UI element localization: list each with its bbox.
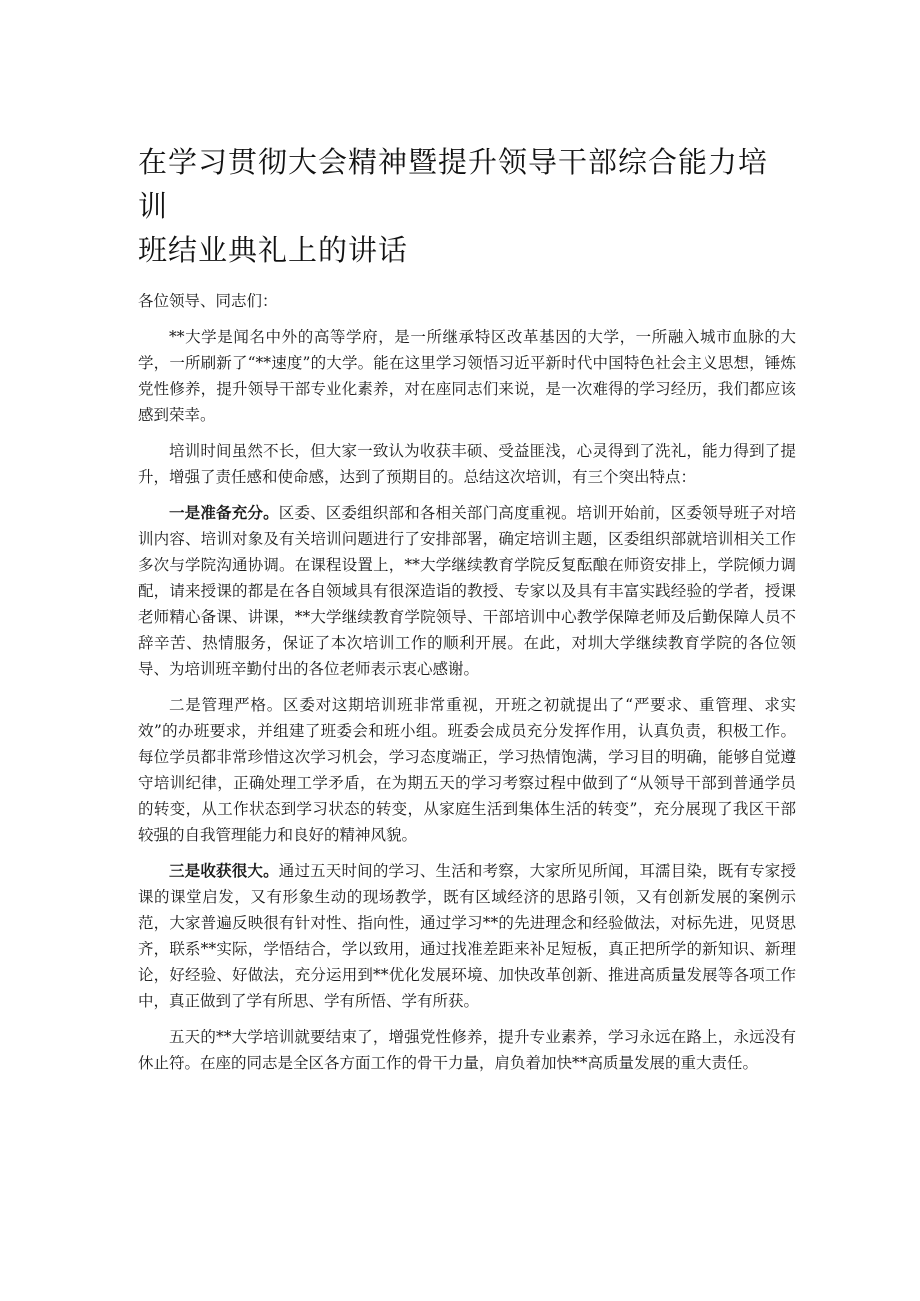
paragraph-summary (138, 438, 796, 490)
paragraph-lead-heading: 一是准备充分。 (169, 503, 279, 522)
document-page (138, 140, 796, 1086)
document-title-line-2: 班结业典礼上的讲话 (138, 233, 409, 267)
paragraph-text: 二是管理严格。区委对这期培训班非常重视，开班之初就提出了“严要求、重管理、求实效”的办班要求，并组建了班委会和班小组。班委会成员充分发挥作用，认真负责，积极工作。每位学员都非常珍惜这次学习机会，学习态度端正，学习热情饱满，学习目的明确，能够自觉遵守培训纪律，正确处理工学矛盾，在为期五天的学习考察过程中做到了“从领导干部到普通学员的转变，从工作状态到学习状态的转变，从家庭生活到集体生活的转变”，充分展现了我区干部较强的自我管理能力和良好的精神风貌。 (138, 696, 796, 844)
paragraph-text: 通过五天时间的学习、生活和考察，大家所见所闻，耳濡目染，既有专家授课的课堂启发，又有形象生动的现场教学，既有区域经济的思路引领，又有创新发展的案例示范，大家普遍反映很有针对性、指向性，通过学习**的先进理念和经验做法，对标先进，见贤思齐，联系**实际，学悟结合，学以致用，通过找准差距来补足短板，真正把所学的新知识、新理论，好经验、好做法，充分运用到**优化发展环境、加快改革创新、推进高质量发展等各项工作中，真正做到了学有所思、学有所悟、学有所获。 (138, 862, 796, 1010)
paragraph-text: 五天的**大学培训就要结束了，增强党性修养，提升专业素养，学习永远在路上，永远没有休止符。在座的同志是全区各方面工作的骨干力量，肩负着加快**高质量发展的重大责任。 (138, 1028, 796, 1072)
paragraph-lead-heading: 三是收获很大。 (169, 861, 279, 880)
paragraph-point-management (138, 692, 796, 848)
document-title (138, 140, 796, 272)
paragraph-text: **大学是闻名中外的高等学府，是一所继承特区改革基因的大学，一所融入城市血脉的大学，一所刷新了“**速度”的大学。能在这里学习领悟习近平新时代中国特色社会主义思想，锤炼党性修养，提升领导干部专业化素养，对在座同志们来说，是一次难得的学习经历，我们都应该感到荣幸。 (138, 328, 796, 424)
paragraph-text: 区委、区委组织部和各相关部门高度重视。培训开始前，区委领导班子对培训内容、培训对象及有关培训问题进行了安排部署，确定培训主题，区委组织部就培训相关工作多次与学院沟通协调。在课程设置上，**大学继续教育学院反复酝酿在师资安排上，学院倾力调配，请来授课的都是在各自领域具有很深造诣的教授、专家以及具有丰富实践经验的学者，授课老师精心备课、讲课，**大学继续教育学院领导、干部培训中心教学保障老师及后勤保障人员不辞辛苦、热情服务，保证了本次培训工作的顺利开展。在此，对圳大学继续教育学院的各位领导、为培训班辛勤付出的各位老师表示衷心感谢。 (138, 504, 796, 678)
paragraph-closing (138, 1024, 796, 1076)
salutation: 各位领导、同志们： (138, 292, 278, 310)
paragraph-intro (138, 324, 796, 428)
paragraph-point-preparation (138, 500, 796, 682)
paragraph-point-gains (138, 858, 796, 1014)
document-title-line-1: 在学习贯彻大会精神暨提升领导干部综合能力培训 (138, 145, 769, 223)
paragraph-text: 培训时间虽然不长，但大家一致认为收获丰硕、受益匪浅，心灵得到了洗礼，能力得到了提升，增强了责任感和使命感，达到了预期目的。总结这次培训，有三个突出特点： (138, 442, 796, 486)
